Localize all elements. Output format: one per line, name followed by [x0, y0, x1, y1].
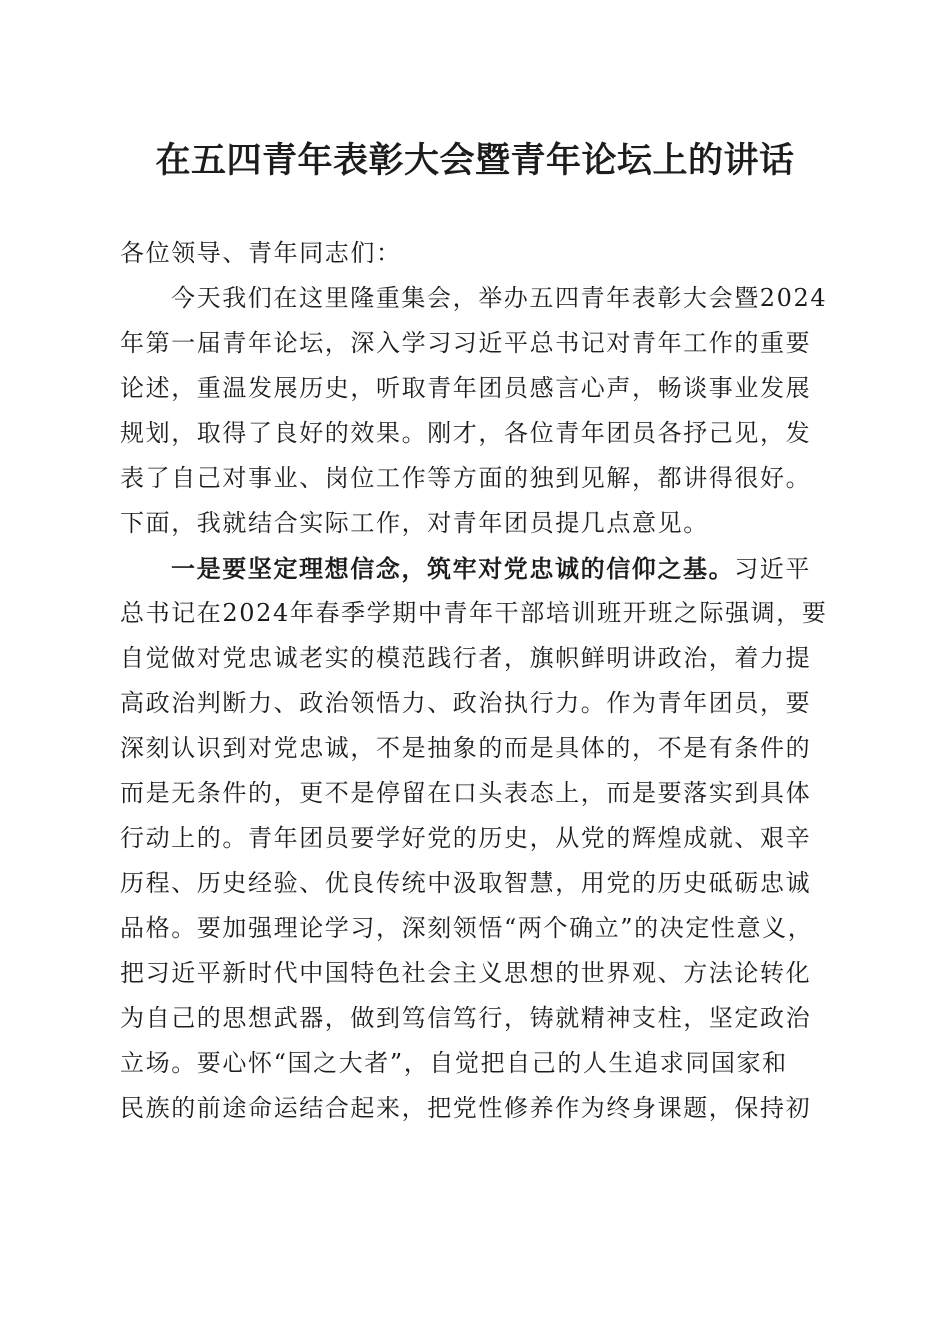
- paragraph-line: 深刻认识到对党忠诚，不是抽象的而是具体的，不是有条件的: [120, 734, 812, 762]
- paragraph-line: 民族的前途命运结合起来，把党性修养作为终身课题，保持初: [120, 1094, 812, 1122]
- paragraph-line: 自觉做对党忠诚老实的模范践行者，旗帜鲜明讲政治，着力提: [120, 644, 812, 672]
- paragraph-line: [120, 546, 832, 591]
- paragraph-line: 把习近平新时代中国特色社会主义思想的世界观、方法论转化: [120, 959, 812, 987]
- paragraph-line: 下面，我就结合实际工作，对青年团员提几点意见。: [120, 509, 709, 537]
- salutation: 各位领导、青年同志们：: [120, 239, 402, 267]
- document-body: [120, 231, 832, 1131]
- paragraph-line: 而是无条件的，更不是停留在口头表态上，而是要落实到具体: [120, 779, 812, 807]
- paragraph-text: 习近平: [734, 555, 812, 583]
- paragraph-line: 今天我们在这里隆重集会，举办五四青年表彰大会暨2024: [171, 284, 828, 312]
- paragraph-line: 规划，取得了良好的效果。刚才，各位青年团员各抒己见，发: [120, 419, 812, 447]
- paragraph-line: 高政治判断力、政治领悟力、政治执行力。作为青年团员，要: [120, 689, 812, 717]
- paragraph-line: 论述，重温发展历史，听取青年团员感言心声，畅谈事业发展: [120, 374, 812, 402]
- paragraph-line: 品格。要加强理论学习，深刻领悟“两个确立”的决定性意义，: [120, 914, 814, 942]
- document-title: 在五四青年表彰大会暨青年论坛上的讲话: [155, 140, 795, 181]
- paragraph-line: 历程、历史经验、优良传统中汲取智慧，用党的历史砥砺忠诚: [120, 869, 812, 897]
- paragraph-line: 立场。要心怀“国之大者”，自觉把自己的人生追求同国家和: [120, 1049, 788, 1077]
- paragraph-line: 总书记在2024年春季学期中青年干部培训班开班之际强调，要: [120, 599, 828, 627]
- paragraph-line: 年第一届青年论坛，深入学习习近平总书记对青年工作的重要: [120, 329, 812, 357]
- section-heading: 一是要坚定理想信念，筑牢对党忠诚的信仰之基。: [171, 554, 735, 583]
- paragraph-line: 行动上的。青年团员要学好党的历史，从党的辉煌成就、艰辛: [120, 824, 812, 852]
- paragraph-line: 为自己的思想武器，做到笃信笃行，铸就精神支柱，坚定政治: [120, 1004, 812, 1032]
- paragraph-line: 表了自己对事业、岗位工作等方面的独到见解，都讲得很好。: [120, 464, 812, 492]
